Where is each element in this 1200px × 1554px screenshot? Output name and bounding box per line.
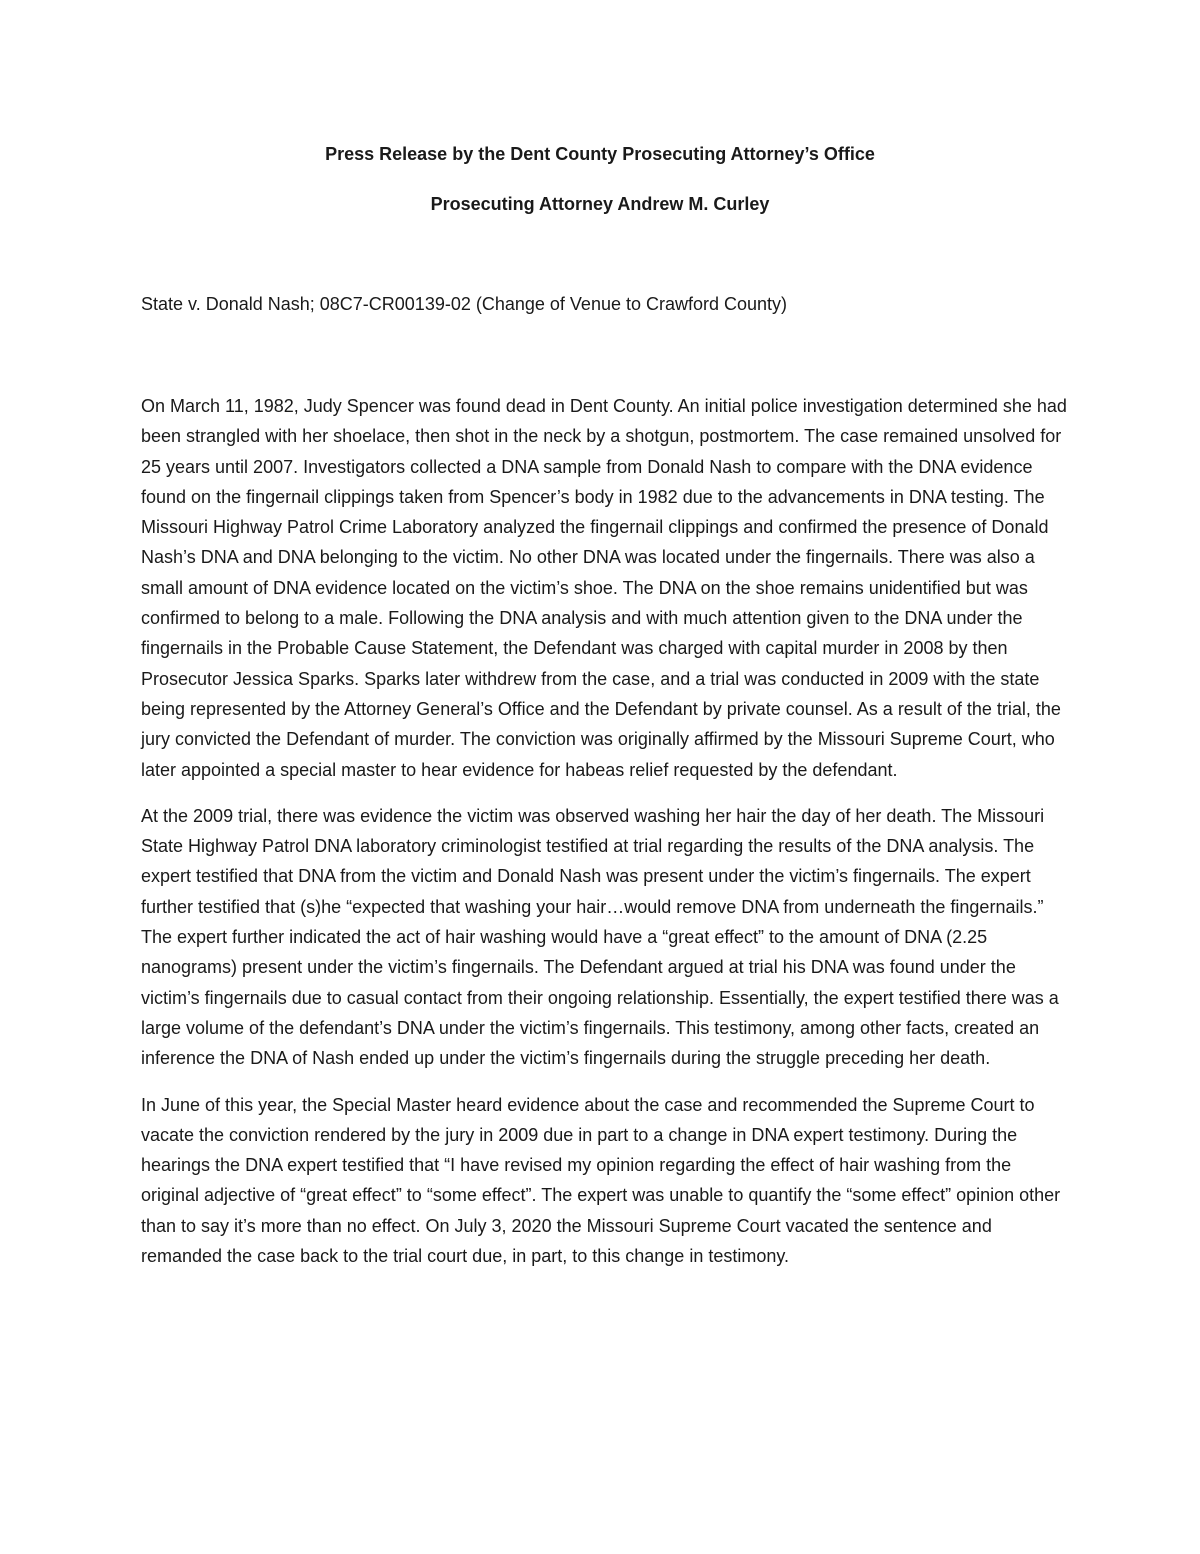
paragraph-background: On March 11, 1982, Judy Spencer was found dead in Dent County. An initial police investigation determined she had been strangled with her shoelace, then shot in the neck by a shotgun, postmortem. The case remained unsolved for 25 years until 2007. Investigators collected a DNA sample from Donald Nash to compare with the DNA evidence found on the fingernail clippings taken from Spencer’s body in 1982 due to the advancements in DNA testing. The Missouri Highway Patrol Crime Laboratory analyzed the fingernail clippings and confirmed the presence of Donald Nash’s DNA and DNA belonging to the victim. No other DNA was located under the fingernails. There was also a small amount of DNA evidence located on the victim’s shoe. The DNA on the shoe remains unidentified but was confirmed to belong to a male. Following the DNA analysis and with much attention given to the DNA under the fingernails in the Probable Cause Statement, the Defendant was charged with capital murder in 2008 by then Prosecutor Jessica Sparks. Sparks later withdrew from the case, and a trial was conducted in 2009 with the state being represented by the Attorney General’s Office and the Defendant by private counsel. As a result of the trial, the jury convicted the Defendant of murder. The conviction was originally affirmed by the Missouri Supreme Court, who later appointed a special master to hear evidence for habeas relief requested by the defendant. <box>141 396 1067 780</box>
prosecutor-name-heading: Prosecuting Attorney Andrew M. Curley <box>430 194 770 214</box>
release-body <box>141 391 1069 1287</box>
paragraph-2009-trial: At the 2009 trial, there was evidence the victim was observed washing her hair the day of her death. The Missouri State Highway Patrol DNA laboratory criminologist testified at trial regarding the results of the DNA analysis. The expert testified that DNA from the victim and Donald Nash was present under the victim’s fingernails. The expert further testified that (s)he “expected that washing your hair…would remove DNA from underneath the fingernails.” The expert further indicated the act of hair washing would have a “great effect” to the amount of DNA (2.25 nanograms) present under the victim’s fingernails. The Defendant argued at trial his DNA was found under the victim’s fingernails due to casual contact from their ongoing relationship. Essentially, the expert testified there was a large volume of the defendant’s DNA under the victim’s fingernails. This testimony, among other facts, created an inference the DNA of Nash ended up under the victim’s fingernails during the struggle preceding her death. <box>141 805 1059 1069</box>
press-release-title: Press Release by the Dent County Prosecuting Attorney’s Office <box>325 144 875 164</box>
case-caption: State v. Donald Nash; 08C7-CR00139-02 (Change of Venue to Crawford County) <box>141 294 788 314</box>
paragraph-special-master: In June of this year, the Special Master heard evidence about the case and recommended the Supreme Court to vacate the conviction rendered by the jury in 2009 due in part to a change in DNA expert testimony. During the hearings the DNA expert testified that “I have revised my opinion regarding the effect of hair washing from the original adjective of “great effect” to “some effect”. The expert was unable to quantify the “some effect” opinion other than to say it’s more than no effect. On July 3, 2020 the Missouri Supreme Court vacated the sentence and remanded the case back to the trial court due, in part, to this change in testimony. <box>141 1094 1061 1267</box>
